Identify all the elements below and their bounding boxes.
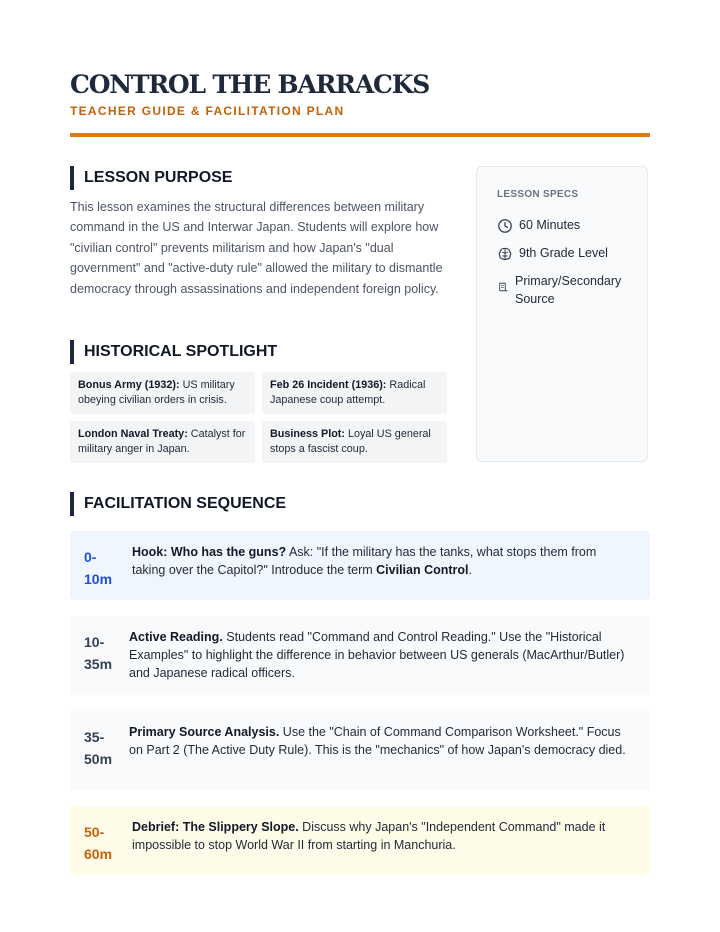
spotlight-card-text: US military obeying civilian orders in crisis. [78, 379, 235, 406]
sequence-step-active-reading [70, 616, 650, 695]
step-lead: Hook: Who has the guns? [132, 545, 287, 559]
clock-icon [497, 218, 513, 234]
step-time [84, 726, 124, 770]
step-text: Discuss why Japan's "Independent Command" made it impossible to stop World War II from starting in Manchuria. [132, 820, 606, 852]
spotlight-card-bonus-army [70, 372, 255, 414]
spotlight-card-text: Loyal US general stops a fascist coup. [270, 428, 431, 455]
historical-spotlight-heading: HISTORICAL SPOTLIGHT [70, 340, 277, 364]
step-description [132, 819, 630, 855]
spotlight-card-title: Bonus Army (1932): [78, 379, 180, 391]
step-text: Ask: "If the military has the tanks, what stops them from taking over the Capitol?" Introduce the term [132, 545, 597, 577]
lesson-specs-panel [476, 166, 648, 462]
page-subtitle: TEACHER GUIDE & FACILITATION PLAN [70, 104, 345, 118]
spotlight-card-title: Business Plot: [270, 428, 345, 440]
step-time-start: 0- [84, 549, 97, 565]
spec-label: 9th Grade Level [519, 246, 608, 260]
sequence-step-source-analysis [70, 711, 650, 790]
spec-label: 60 Minutes [519, 218, 581, 232]
step-time-end: 10m [84, 571, 113, 587]
step-time-end: 50m [84, 751, 113, 767]
step-time-end: 60m [84, 846, 113, 862]
step-time-start: 10- [84, 634, 105, 650]
sequence-step-debrief [70, 806, 650, 875]
spotlight-card-london-naval-treaty [70, 421, 255, 463]
lesson-specs-title: LESSON SPECS [497, 189, 579, 200]
sequence-step-hook [70, 531, 650, 600]
step-lead: Active Reading. [129, 630, 223, 644]
brain-icon [497, 246, 513, 262]
spec-source-type [497, 273, 637, 308]
spec-grade-level [497, 245, 608, 263]
spotlight-card-text: Radical Japanese coup attempt. [270, 379, 426, 406]
spec-duration [497, 217, 580, 235]
step-text: Students read "Command and Control Reading." Use the "Historical Examples" to highlight the difference in behavior between US generals (MacArthur/Butler) and Japanese radical officers. [129, 630, 625, 680]
step-lead: Primary Source Analysis. [129, 725, 280, 739]
page-title: CONTROL THE BARRACKS [70, 70, 430, 99]
header-divider [70, 133, 650, 137]
step-time [84, 631, 124, 675]
step-time-end: 35m [84, 656, 113, 672]
step-description [129, 724, 630, 760]
spec-label: Primary/Secondary Source [515, 274, 622, 306]
spotlight-card-title: Feb 26 Incident (1936): [270, 379, 387, 391]
step-keyword: Civilian Control [376, 562, 469, 577]
lesson-purpose-text: This lesson examines the structural differences between military command in the US and Interwar Japan. Students will explore how "civilian control" prevents militarism and how Japan's "dual government" and "active-duty rule" allowed the military to dismantle democracy through assassinations and independent foreign policy. [70, 200, 443, 296]
scroll-icon [497, 281, 509, 293]
step-time-start: 50- [84, 824, 105, 840]
step-lead: Debrief: The Slippery Slope. [132, 820, 299, 834]
spotlight-card-business-plot [262, 421, 447, 463]
step-time-start: 35- [84, 729, 105, 745]
step-text-end: . [468, 562, 473, 577]
lesson-purpose-heading: LESSON PURPOSE [70, 166, 232, 190]
step-description [132, 544, 630, 580]
step-description [129, 629, 630, 682]
spotlight-card-feb-26 [262, 372, 447, 414]
facilitation-sequence-heading: FACILITATION SEQUENCE [70, 492, 286, 516]
step-time [84, 821, 124, 865]
spotlight-card-title: London Naval Treaty: [78, 428, 188, 440]
step-time [84, 546, 124, 590]
step-text: Use the "Chain of Command Comparison Worksheet." Focus on Part 2 (The Active Duty Rule). This is the "mechanics" of how Japan's democracy died. [129, 725, 626, 757]
spotlight-card-text: Catalyst for military anger in Japan. [78, 428, 246, 455]
